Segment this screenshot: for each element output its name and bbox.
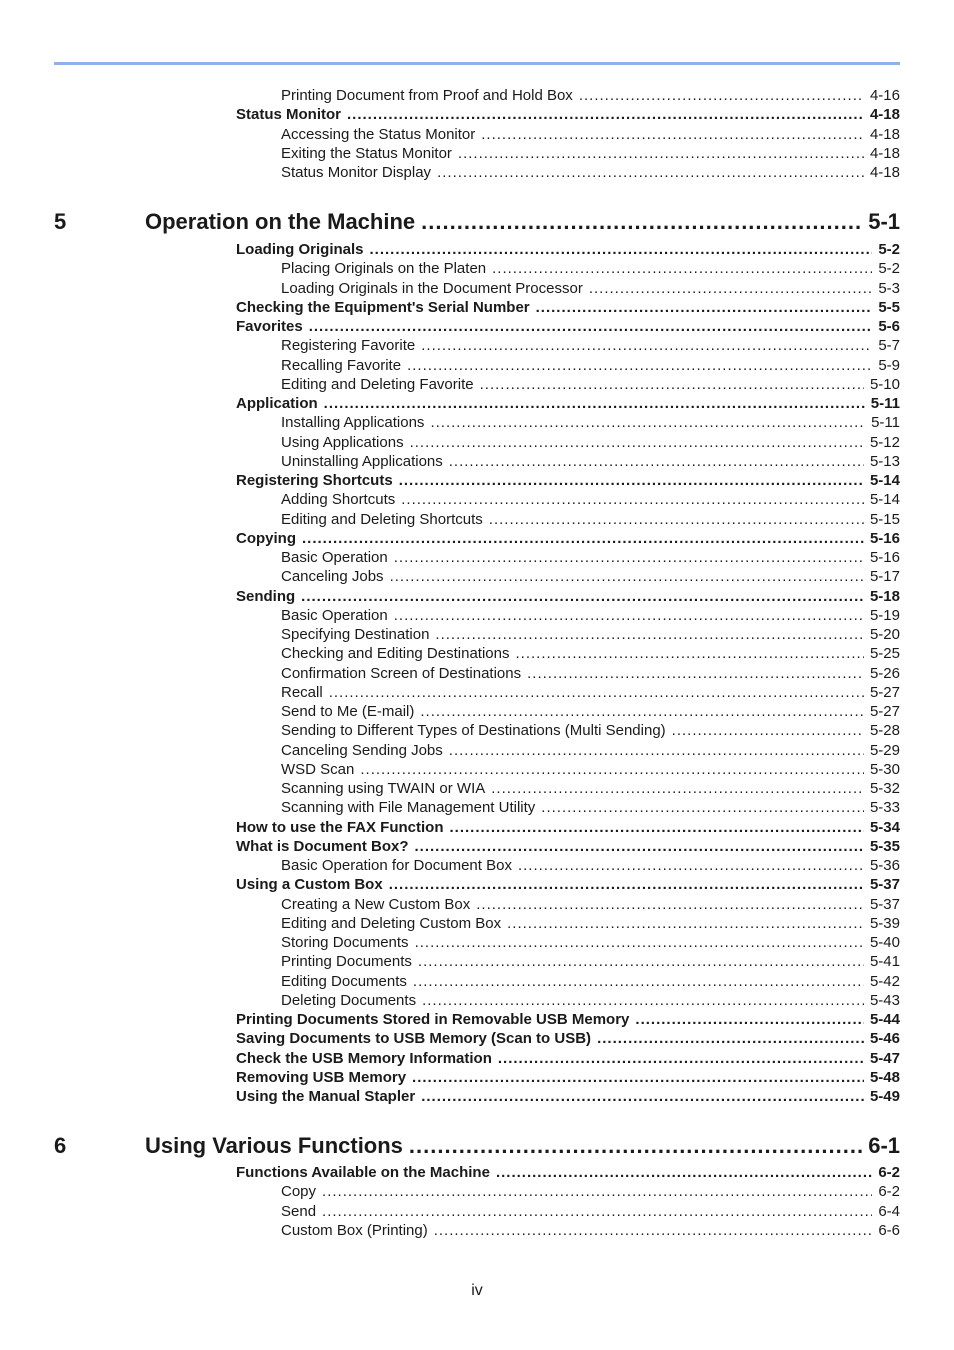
dot-leader [489, 510, 864, 529]
toc-subsection-entry[interactable] [281, 336, 900, 355]
dot-leader [672, 721, 864, 740]
toc-entry-title: Using a Custom Box [236, 876, 383, 894]
toc-chapter-heading[interactable] [54, 1132, 900, 1160]
dot-leader [492, 259, 872, 278]
toc-entry-page: 5-37 [869, 895, 900, 913]
dot-leader [435, 625, 864, 644]
toc-entry-page: 5-20 [869, 626, 900, 643]
toc-section-entry[interactable] [236, 240, 900, 259]
toc-section-entry[interactable] [236, 1163, 900, 1182]
toc-subsection-entry[interactable] [281, 144, 900, 163]
dot-leader [413, 972, 864, 991]
dot-leader [480, 375, 864, 394]
toc-entry-page: 5-28 [869, 722, 900, 740]
dot-leader [415, 933, 864, 952]
dot-leader [449, 741, 864, 760]
dot-leader [401, 490, 864, 509]
dot-leader [412, 1068, 864, 1087]
page-number: iv [471, 1282, 483, 1299]
dot-leader [449, 452, 864, 471]
chapter-title: Using Various Functions [145, 1133, 403, 1158]
toc-entry-title: Canceling Jobs [281, 568, 384, 586]
toc-entry-page: 5-44 [869, 1011, 900, 1028]
toc-entry-page: 5-30 [869, 760, 900, 778]
toc-entry-title: Basic Operation [281, 606, 388, 624]
toc-entry-title: Send [281, 1202, 317, 1220]
dot-leader [309, 317, 873, 336]
toc-entry-page: 5-27 [869, 703, 900, 720]
toc-entry-page: 5-18 [869, 587, 900, 605]
dot-leader [518, 856, 864, 875]
toc-entry-page: 5-40 [869, 934, 900, 951]
toc-subsection-entry[interactable] [281, 490, 900, 509]
toc-subsection-entry[interactable] [281, 933, 900, 952]
toc-entry-page: 4-18 [869, 164, 900, 181]
toc-section-entry[interactable] [236, 298, 900, 317]
toc-entry-page: 5-14 [869, 472, 900, 489]
toc-subsection-entry[interactable] [281, 1202, 900, 1221]
toc-entry-page: 6-4 [878, 1202, 900, 1220]
header-rule [54, 62, 900, 65]
dot-leader [527, 664, 864, 683]
toc-subsection-entry[interactable] [281, 163, 900, 182]
toc-entry-page: 5-33 [869, 799, 900, 817]
dot-leader [491, 779, 864, 798]
dot-leader [481, 125, 864, 144]
toc-section-entry[interactable] [236, 317, 900, 336]
toc-entry-title: Printing Documents Stored in Removable USB Memory [236, 1011, 630, 1028]
toc-entry-page: 5-12 [869, 433, 900, 451]
toc-entry-page: 5-43 [869, 991, 900, 1009]
dot-leader [410, 433, 864, 452]
toc-entry-page: 5-46 [869, 1030, 900, 1048]
toc-entry-page: 5-29 [869, 741, 900, 759]
dot-leader [515, 644, 863, 663]
toc-entry-title: Using Applications [281, 433, 404, 451]
toc-entry-page: 5-49 [869, 1088, 900, 1105]
dot-leader [399, 471, 864, 490]
toc-entry-page: 5-2 [878, 260, 900, 278]
toc-subsection-entry[interactable] [281, 279, 900, 298]
toc-entry-page: 6-6 [878, 1221, 900, 1239]
toc-entry-page: 5-7 [878, 337, 900, 355]
toc-section-entry[interactable] [236, 394, 900, 413]
toc-subsection-entry[interactable] [281, 683, 900, 702]
dot-leader [415, 837, 864, 856]
toc-entry-page: 4-18 [869, 106, 900, 124]
toc-entry-title: Printing Document from Proof and Hold Box [281, 87, 573, 104]
toc-subsection-entry[interactable] [281, 952, 900, 971]
chapter-page: 6-1 [868, 1133, 900, 1158]
toc-entry-title: Sending [236, 587, 296, 605]
dot-leader [370, 240, 873, 259]
dot-leader [597, 1029, 864, 1048]
chapter-title: Operation on the Machine [145, 209, 416, 234]
toc-entry-title: Basic Operation [281, 549, 388, 566]
dot-leader [430, 413, 865, 432]
toc-chapter-heading[interactable] [54, 208, 900, 236]
toc-entry-title: Copying [236, 529, 296, 547]
toc-entry-page: 5-17 [869, 568, 900, 586]
toc-entry-title: How to use the FAX Function [236, 818, 444, 836]
toc-entry-title: Editing and Deleting Shortcuts [281, 510, 483, 528]
toc-subsection-entry[interactable] [281, 86, 900, 105]
dot-leader [579, 86, 864, 105]
dot-leader [302, 529, 864, 548]
toc-entry-title: Check the USB Memory Information [236, 1049, 492, 1067]
toc-entry-title: Exiting the Status Monitor [281, 144, 452, 162]
toc-entry-title: Saving Documents to USB Memory (Scan to USB) [236, 1030, 592, 1048]
toc-entry-title: Using the Manual Stapler [236, 1088, 416, 1105]
dot-leader [635, 1010, 864, 1029]
toc-entry-title: Removing USB Memory [236, 1068, 407, 1086]
chapter-page: 5-1 [868, 209, 900, 234]
toc-entry-page: 4-18 [869, 125, 900, 143]
toc-subsection-entry[interactable] [281, 548, 900, 567]
chapter-number: 6 [54, 1133, 67, 1158]
toc-subsection-entry[interactable] [281, 433, 900, 452]
toc-entry-title: Scanning using TWAIN or WIA [281, 780, 486, 797]
toc-entry-page: 5-15 [869, 510, 900, 528]
toc-entry-title: Application [236, 395, 318, 412]
toc-entry-title: WSD Scan [281, 760, 355, 778]
dot-leader [360, 760, 864, 779]
toc-entry-title: Specifying Destination [281, 626, 430, 643]
toc-entry-title: What is Document Box? [236, 837, 409, 855]
toc-subsection-entry[interactable] [281, 741, 900, 760]
dot-leader [347, 105, 864, 124]
toc-section-entry[interactable] [236, 1068, 900, 1087]
toc-entry-page: 5-36 [869, 857, 900, 874]
toc-subsection-entry[interactable] [281, 664, 900, 683]
toc-subsection-entry[interactable] [281, 895, 900, 914]
dot-leader [394, 548, 864, 567]
toc-subsection-entry[interactable] [281, 798, 900, 817]
toc-entry-page: 6-2 [878, 1164, 900, 1181]
toc-entry-page: 5-5 [878, 298, 900, 316]
toc-entry-title: Favorites [236, 318, 303, 335]
dot-leader [409, 1132, 862, 1160]
toc-subsection-entry[interactable] [281, 914, 900, 933]
toc-entry-title: Creating a New Custom Box [281, 895, 471, 913]
toc-entry-page: 5-27 [869, 683, 900, 701]
dot-leader [407, 356, 872, 375]
toc-entry-page: 5-37 [869, 876, 900, 894]
dot-leader [418, 952, 864, 971]
toc-section-entry[interactable] [236, 1029, 900, 1048]
toc-subsection-entry[interactable] [281, 779, 900, 798]
toc-entry-page: 5-3 [878, 279, 900, 297]
toc-subsection-entry[interactable] [281, 375, 900, 394]
toc-entry-title: Editing and Deleting Favorite [281, 375, 474, 393]
toc-entry-page: 5-42 [869, 972, 900, 990]
toc-subsection-entry[interactable] [281, 1221, 900, 1240]
dot-leader [389, 875, 864, 894]
dot-leader [421, 1087, 864, 1106]
chapter-number: 5 [54, 209, 67, 234]
toc-entry-page: 4-16 [869, 87, 900, 104]
dot-leader [507, 914, 864, 933]
toc-entry-title: Functions Available on the Machine [236, 1164, 490, 1181]
toc-entry-title: Accessing the Status Monitor [281, 125, 476, 143]
dot-leader [322, 1202, 872, 1221]
toc-entry-page: 5-9 [878, 356, 900, 374]
toc-subsection-entry[interactable] [281, 510, 900, 529]
toc-section-entry[interactable] [236, 1049, 900, 1068]
toc-entry-title: Uninstalling Applications [281, 452, 443, 470]
toc-entry-page: 5-11 [871, 414, 900, 432]
dot-leader [476, 895, 864, 914]
dot-leader [421, 336, 872, 355]
toc-subsection-entry[interactable] [281, 625, 900, 644]
toc-entry-page: 5-32 [869, 780, 900, 797]
toc-entry-title: Adding Shortcuts [281, 491, 396, 509]
dot-leader [324, 394, 865, 413]
toc-subsection-entry[interactable] [281, 452, 900, 471]
toc-entry-page: 5-6 [878, 318, 900, 335]
toc-subsection-entry[interactable] [281, 856, 900, 875]
toc-entry-page: 5-47 [869, 1049, 900, 1067]
toc-entry-page: 5-11 [870, 395, 900, 412]
toc-subsection-entry[interactable] [281, 413, 900, 432]
toc-entry-title: Scanning with File Management Utility [281, 799, 536, 817]
toc-entry-title: Loading Originals [236, 241, 364, 258]
toc-entry-page: 5-19 [869, 606, 900, 624]
toc-entry-page: 5-39 [869, 914, 900, 932]
toc-entry-page: 5-34 [869, 818, 900, 836]
toc-section-entry[interactable] [236, 1087, 900, 1106]
dot-leader [434, 1221, 873, 1240]
toc-entry-title: Editing and Deleting Custom Box [281, 914, 502, 932]
toc-section-entry[interactable] [236, 105, 900, 124]
toc-entry-title: Basic Operation for Document Box [281, 857, 512, 874]
dot-leader [301, 587, 864, 606]
toc-section-entry[interactable] [236, 818, 900, 837]
toc-entry-title: Checking the Equipment's Serial Number [236, 298, 530, 316]
toc-entry-page: 5-16 [869, 529, 900, 547]
toc-entry-title: Status Monitor [236, 106, 341, 124]
toc-entry-title: Installing Applications [281, 414, 425, 432]
toc-entry-title: Printing Documents [281, 953, 412, 971]
toc-entry-title: Sending to Different Types of Destinations (Multi Sending) [281, 722, 666, 740]
toc-entry-page: 5-41 [869, 953, 900, 971]
toc-subsection-entry[interactable] [281, 644, 900, 663]
toc-section-entry[interactable] [236, 529, 900, 548]
toc-entry-title: Checking and Editing Destinations [281, 645, 510, 663]
toc-subsection-entry[interactable] [281, 760, 900, 779]
toc-subsection-entry[interactable] [281, 356, 900, 375]
toc-subsection-entry[interactable] [281, 991, 900, 1010]
toc-entry-title: Placing Originals on the Platen [281, 260, 487, 278]
toc-entry-title: Canceling Sending Jobs [281, 741, 443, 759]
toc-subsection-entry[interactable] [281, 702, 900, 721]
toc-entry-title: Recall [281, 683, 323, 701]
toc-entry-title: Editing Documents [281, 972, 407, 990]
toc-subsection-entry[interactable] [281, 972, 900, 991]
toc-entry-page: 6-2 [878, 1183, 900, 1201]
toc-section-entry[interactable] [236, 837, 900, 856]
dot-leader [421, 208, 862, 236]
dot-leader [450, 818, 864, 837]
toc-entry-page: 5-2 [878, 241, 900, 258]
dot-leader [589, 279, 872, 298]
toc-entry-title: Registering Favorite [281, 337, 416, 355]
toc-subsection-entry[interactable] [281, 606, 900, 625]
toc-section-entry[interactable] [236, 471, 900, 490]
toc-entry-title: Registering Shortcuts [236, 472, 393, 489]
toc-subsection-entry[interactable] [281, 1182, 900, 1201]
toc-entry-title: Send to Me (E-mail) [281, 703, 415, 720]
dot-leader [390, 567, 864, 586]
toc-entry-title: Confirmation Screen of Destinations [281, 664, 522, 682]
toc-entry-page: 5-26 [869, 664, 900, 682]
toc-entry-page: 5-35 [869, 837, 900, 855]
toc-entry-title: Custom Box (Printing) [281, 1221, 428, 1239]
toc-entry-page: 5-25 [869, 645, 900, 663]
toc-section-entry[interactable] [236, 875, 900, 894]
dot-leader [496, 1163, 872, 1182]
toc-section-entry[interactable] [236, 587, 900, 606]
toc-subsection-entry[interactable] [281, 567, 900, 586]
toc-subsection-entry[interactable] [281, 125, 900, 144]
toc-subsection-entry[interactable] [281, 259, 900, 278]
toc-entry-title: Storing Documents [281, 934, 409, 951]
toc-entry-page: 5-13 [869, 452, 900, 470]
dot-leader [541, 798, 864, 817]
dot-leader [322, 1182, 872, 1201]
toc-entry-page: 4-18 [869, 144, 900, 162]
toc-entry-title: Recalling Favorite [281, 356, 402, 374]
dot-leader [422, 991, 864, 1010]
toc-entry-page: 5-14 [869, 491, 900, 509]
dot-leader [420, 702, 864, 721]
toc-entry-title: Copy [281, 1183, 317, 1201]
toc-entry-page: 5-16 [869, 549, 900, 566]
toc-section-entry[interactable] [236, 1010, 900, 1029]
toc-subsection-entry[interactable] [281, 721, 900, 740]
dot-leader [458, 144, 864, 163]
dot-leader [329, 683, 864, 702]
dot-leader [536, 298, 873, 317]
dot-leader [394, 606, 864, 625]
toc-entry-page: 5-48 [869, 1068, 900, 1086]
dot-leader [498, 1049, 864, 1068]
toc-entry-title: Loading Originals in the Document Processor [281, 279, 583, 297]
dot-leader [437, 163, 864, 182]
toc-entry-page: 5-10 [869, 375, 900, 393]
toc-entry-title: Status Monitor Display [281, 164, 432, 181]
toc-entry-title: Deleting Documents [281, 991, 417, 1009]
